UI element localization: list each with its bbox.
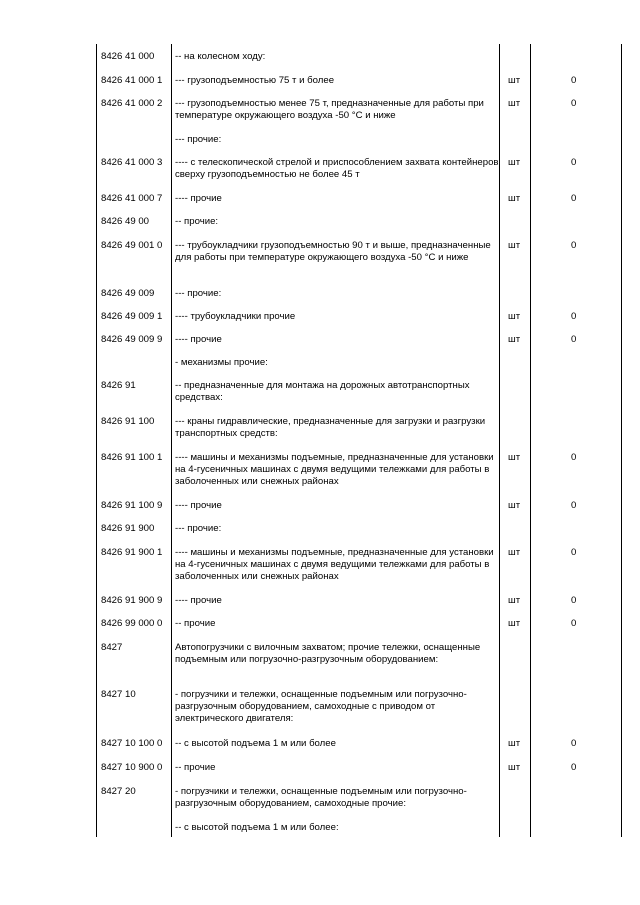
row-code: 8427 20 — [101, 786, 136, 797]
row-description: ---- прочие — [175, 595, 222, 606]
row-code: 8426 49 009 — [101, 288, 155, 299]
row-duty: 0 — [571, 334, 577, 345]
row-duty: 0 — [571, 738, 577, 749]
column-divider — [621, 44, 622, 837]
row-description: --- прочие: — [175, 523, 222, 534]
row-duty: 0 — [571, 98, 577, 109]
row-code: 8426 91 100 9 — [101, 500, 163, 511]
row-description: ---- прочие — [175, 193, 222, 204]
row-description: ---- машины и механизмы подъемные, предназначенные для установки на 4-гусеничных машинах с двумя ведущими тележками для работы в заболоченных или снежных районах — [175, 452, 494, 488]
row-unit: шт — [508, 98, 521, 109]
row-description: Автопогрузчики с вилочным захватом; прочие тележки, оснащенные подъемным или погрузочно-разгрузочным оборудованием: — [175, 642, 481, 666]
row-description: - механизмы прочие: — [175, 357, 268, 368]
row-description: -- предназначенные для монтажа на дорожных автотранспортных средствах: — [175, 380, 470, 404]
row-description: --- прочие: — [175, 134, 222, 145]
row-code: 8427 10 — [101, 689, 136, 700]
row-duty: 0 — [571, 311, 577, 322]
row-code: 8426 41 000 — [101, 51, 155, 62]
row-code: 8426 91 — [101, 380, 136, 391]
column-divider — [171, 44, 172, 837]
row-description: - погрузчики и тележки, оснащенные подъемным или погрузочно-разгрузочным оборудованием, самоходные прочие: — [175, 786, 467, 810]
row-code: 8427 — [101, 642, 123, 653]
row-unit: шт — [508, 547, 521, 558]
column-divider — [530, 44, 531, 837]
column-divider — [96, 44, 97, 837]
row-description: -- прочие — [175, 762, 216, 773]
row-code: 8426 41 000 2 — [101, 98, 163, 109]
row-duty: 0 — [571, 452, 577, 463]
row-description: ---- машины и механизмы подъемные, предназначенные для установки на 4-гусеничных машинах с двумя ведущими тележками для работы в заболоченных или снежных районах — [175, 547, 494, 583]
row-code: 8426 41 000 7 — [101, 193, 163, 204]
row-description: -- на колесном ходу: — [175, 51, 266, 62]
row-code: 8426 49 001 0 — [101, 240, 163, 251]
row-duty: 0 — [571, 595, 577, 606]
row-description: --- краны гидравлические, предназначенные для загрузки и разгрузки транспортных средств: — [175, 416, 486, 440]
row-duty: 0 — [571, 618, 577, 629]
row-description: -- с высотой подъема 1 м или более — [175, 738, 336, 749]
row-description: ---- прочие — [175, 500, 222, 511]
row-code: 8426 49 009 9 — [101, 334, 163, 345]
row-unit: шт — [508, 618, 521, 629]
row-description: ---- прочие — [175, 334, 222, 345]
row-description: - погрузчики и тележки, оснащенные подъемным или погрузочно-разгрузочным оборудованием, самоходные с приводом от электрического двигателя: — [175, 689, 467, 725]
row-duty: 0 — [571, 75, 577, 86]
row-code: 8427 10 900 0 — [101, 762, 163, 773]
row-code: 8426 91 100 1 — [101, 452, 163, 463]
row-duty: 0 — [571, 762, 577, 773]
row-unit: шт — [508, 75, 521, 86]
row-description: ---- трубоукладчики прочие — [175, 311, 296, 322]
row-unit: шт — [508, 500, 521, 511]
row-code: 8427 10 100 0 — [101, 738, 163, 749]
row-unit: шт — [508, 193, 521, 204]
row-unit: шт — [508, 452, 521, 463]
row-duty: 0 — [571, 157, 577, 168]
row-code: 8426 41 000 1 — [101, 75, 163, 86]
row-code: 8426 99 000 0 — [101, 618, 163, 629]
row-description: --- прочие: — [175, 288, 222, 299]
row-unit: шт — [508, 738, 521, 749]
row-code: 8426 41 000 3 — [101, 157, 163, 168]
row-description: -- прочие — [175, 618, 216, 629]
row-duty: 0 — [571, 240, 577, 251]
row-unit: шт — [508, 595, 521, 606]
row-code: 8426 49 00 — [101, 216, 150, 227]
row-description: --- трубоукладчики грузоподъемностью 90 т и выше, предназначенные для работы при температуре окружающего воздуха -50 °С и ниже — [175, 240, 491, 264]
row-description: -- с высотой подъема 1 м или более: — [175, 822, 339, 833]
row-unit: шт — [508, 311, 521, 322]
row-code: 8426 91 900 9 — [101, 595, 163, 606]
row-duty: 0 — [571, 193, 577, 204]
row-duty: 0 — [571, 500, 577, 511]
row-code: 8426 49 009 1 — [101, 311, 163, 322]
row-description: -- прочие: — [175, 216, 219, 227]
row-duty: 0 — [571, 547, 577, 558]
row-unit: шт — [508, 762, 521, 773]
row-unit: шт — [508, 240, 521, 251]
row-description: --- грузоподъемностью 75 т и более — [175, 75, 335, 86]
row-code: 8426 91 900 1 — [101, 547, 163, 558]
row-unit: шт — [508, 157, 521, 168]
row-unit: шт — [508, 334, 521, 345]
row-code: 8426 91 900 — [101, 523, 155, 534]
row-description: ---- с телескопической стрелой и приспособлением захвата контейнеров сверху грузоподъемностью не более 45 т — [175, 157, 499, 181]
row-description: --- грузоподъемностью менее 75 т, предназначенные для работы при температуре окружающего воздуха -50 °С и ниже — [175, 98, 484, 122]
row-code: 8426 91 100 — [101, 416, 155, 427]
